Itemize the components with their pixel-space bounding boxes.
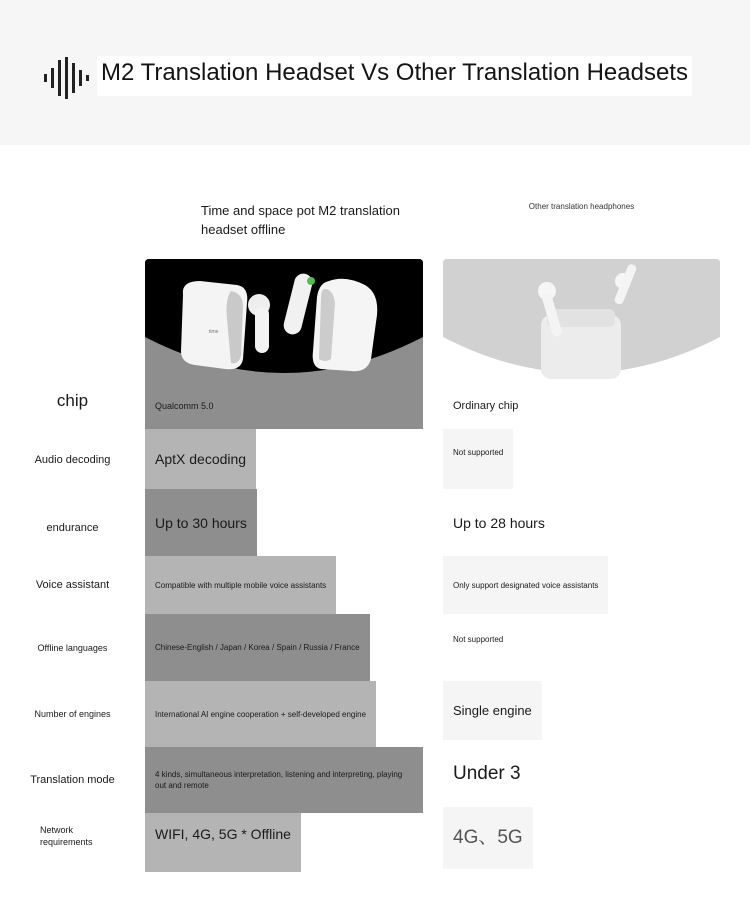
m2-audio-decoding-value: AptX decoding <box>145 429 256 489</box>
m2-offline-languages-value: Chinese-English / Japan / Korea / Spain / Russia / France <box>145 614 370 681</box>
m2-chip-value: Qualcomm 5.0 <box>155 400 214 411</box>
row-label-text: Offline languages <box>37 642 108 653</box>
row-label-voice-assistant <box>0 556 145 614</box>
row-label-text: chip <box>56 391 89 410</box>
case-brand-text: time <box>209 329 219 335</box>
other-offline-languages-value: Not supported <box>443 614 513 681</box>
m2-endurance-value: Up to 30 hours <box>145 489 257 556</box>
row-label-chip <box>0 372 145 430</box>
other-network-value: 4G、5G <box>443 807 533 869</box>
row-label-translation-mode <box>0 747 145 813</box>
other-voice-assistant-value: Only support designated voice assistants <box>443 556 608 614</box>
row-label-text: Network requirements <box>40 824 93 847</box>
m2-translation-mode-value: 4 kinds, simultaneous interpretation, listening and interpreting, playing out and remote <box>145 747 423 813</box>
row-label-offline-languages <box>0 614 145 681</box>
other-column <box>443 259 720 872</box>
waveform-logo-icon <box>44 57 94 99</box>
m2-voice-assistant-value: Compatible with multiple mobile voice assistants <box>145 556 336 614</box>
other-engines-value: Single engine <box>443 681 542 740</box>
row-label-network-requirements <box>0 813 145 858</box>
row-label-text: endurance <box>46 522 99 534</box>
other-audio-decoding-value: Not supported <box>443 429 513 489</box>
row-label-text: Audio decoding <box>34 453 111 466</box>
other-column-header: Other translation headphones <box>528 202 635 211</box>
row-label-text: Voice assistant <box>35 579 110 591</box>
other-translation-mode-value: Under 3 <box>443 740 531 807</box>
row-label-text: Translation mode <box>30 774 115 786</box>
m2-engines-value: International AI engine cooperation + self-developed engine <box>145 681 376 747</box>
row-label-endurance <box>0 500 145 556</box>
m2-column <box>145 259 423 872</box>
row-label-text: Number of engines <box>34 709 111 719</box>
row-label-number-of-engines <box>0 681 145 747</box>
page-title: M2 Translation Headset Vs Other Translation Headsets <box>97 56 692 96</box>
header-banner <box>0 0 750 145</box>
row-label-audio-decoding <box>0 430 145 489</box>
other-chip-value: Ordinary chip <box>453 399 519 412</box>
other-endurance-value: Up to 28 hours <box>443 489 555 556</box>
m2-network-value: WIFI, 4G, 5G * Offline <box>145 813 301 872</box>
m2-column-header: Time and space pot M2 translation headset offline <box>201 203 400 237</box>
